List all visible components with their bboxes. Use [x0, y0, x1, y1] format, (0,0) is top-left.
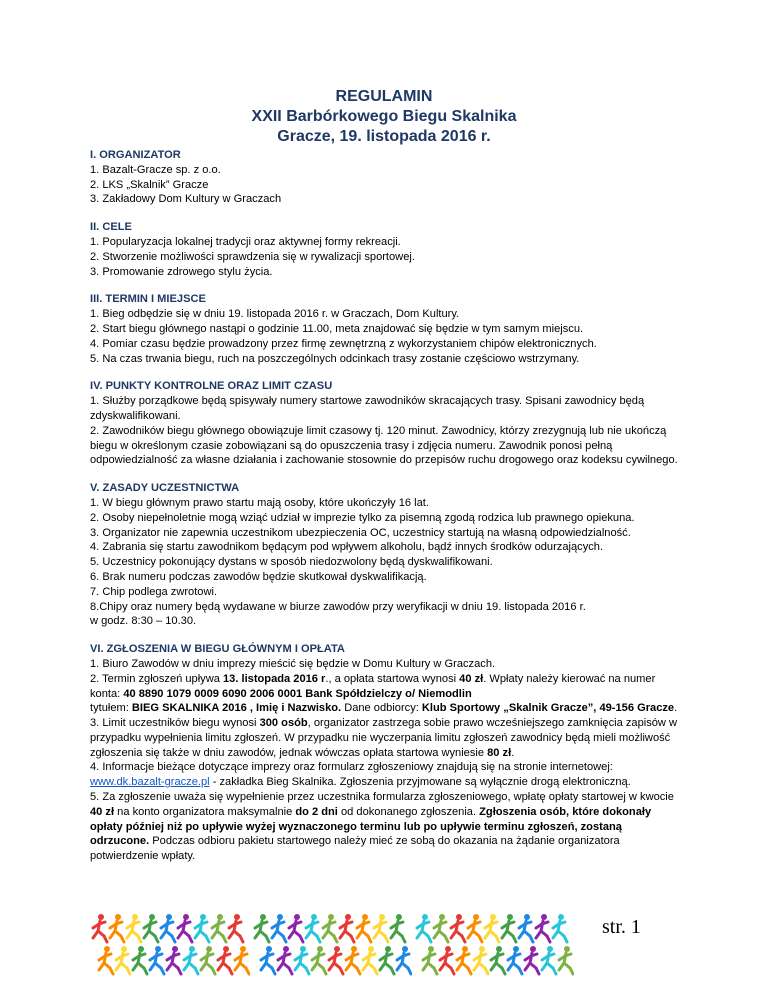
runner-figure: [536, 914, 550, 942]
runner-figure: [340, 914, 354, 942]
section-heading: IV. PUNKTY KONTROLNE ORAZ LIMIT CZASU: [90, 380, 333, 393]
runner-figure: [474, 946, 488, 974]
list-item: 1. Popularyzacja lokalnej tradycji oraz aktywnej formy rekreacji.: [90, 235, 401, 248]
transfer-title: BIEG SKALNIKA 2016 , Imię i Nazwisko.: [131, 702, 342, 715]
runner-figure: [519, 914, 533, 942]
runner-figure: [178, 914, 192, 942]
section-time-place: [90, 292, 682, 366]
runner-figure: [184, 946, 198, 974]
runner-figure: [374, 914, 388, 942]
page-number: str. 1: [602, 916, 641, 938]
runner-figure: [508, 946, 522, 974]
list-item: 7. Chip podlega zwrotowi.: [90, 585, 218, 598]
section-registration: [90, 642, 682, 864]
runner-figure: [451, 914, 465, 942]
section-goals: [90, 220, 682, 279]
runner-figure: [167, 946, 181, 974]
list-item: 2. Stworzenie możliwości sprawdzenia się w rywalizacji sportowej.: [90, 250, 415, 263]
runner-figure: [329, 946, 343, 974]
runner-figure: [485, 914, 499, 942]
text-run: tytułem:: [90, 702, 132, 715]
runner-figure: [229, 914, 243, 942]
runner-figure: [491, 946, 505, 974]
runner-figure: [255, 914, 269, 942]
list-item: 2. LKS „Skalnik” Gracze: [90, 178, 209, 191]
text-run: Podczas odbioru pakietu startowego należy mieć ze sobą do okazania na żądanie organizatora potwierdzenie wpłaty.: [90, 835, 620, 863]
runner-figure: [278, 946, 292, 974]
runners-group-3: [414, 906, 574, 980]
text-run: .: [511, 746, 515, 759]
section-heading: III. TERMIN I MIEJSCE: [90, 293, 206, 306]
runner-figure: [93, 914, 107, 942]
list-item: 2. Start biegu głównego nastąpi o godzinie 11.00, meta znajdować się będzie w tym samym miejscu.: [90, 322, 584, 335]
runner-figure: [380, 946, 394, 974]
text-run: od dokonanego zgłoszenia.: [337, 805, 480, 818]
section-participation: [90, 481, 682, 629]
document-body: [90, 148, 682, 877]
list-item: w godz. 8:30 – 10.30.: [90, 615, 197, 628]
list-item: 1. Bazalt-Gracze sp. z o.o.: [90, 163, 221, 176]
text-run: .: [674, 702, 678, 715]
deadline-date: 13. listopada 2016 r: [222, 672, 326, 685]
runner-figure: [542, 946, 556, 974]
runner-figure: [553, 914, 567, 942]
runner-figure: [312, 946, 326, 974]
runners-group-1: [90, 906, 250, 980]
runner-figure: [502, 914, 516, 942]
runner-figure: [323, 914, 337, 942]
runner-figure: [150, 946, 164, 974]
list-item: 5. Na czas trwania biegu, ruch na poszczególnych odcinkach trasy zostanie częściowo wstrzymany.: [90, 352, 580, 365]
doc-title-date: Gracze, 19. listopada 2016 r.: [277, 128, 491, 145]
section-heading: VI. ZGŁOSZENIA W BIEGU GŁÓWNYM I OPŁATA: [90, 643, 345, 656]
runner-figure: [434, 914, 448, 942]
list-item: 1. W biegu głównym prawo startu mają osoby, które ukończyły 16 lat.: [90, 496, 429, 509]
late-fee: 80 zł: [487, 746, 512, 759]
list-item: 3. Promowanie zdrowego stylu życia.: [90, 265, 273, 278]
doc-title-event: XXII Barbórkowego Biegu Skalnika: [251, 108, 517, 125]
runner-figure: [218, 946, 232, 974]
runner-figure: [440, 946, 454, 974]
list-item: 2. Zawodników biegu głównego obowiązuje limit czasowy tj. 120 minut. Zawodnicy, którzy zrezygnują lub nie ukończą biegu w określonym czasie zobowiązani są do opuszczenia trasy i zdjęcia numeru. Zawodnik ponosi pełną odpowiedzialność za własne działania i zachowanie stosownie do przepisów ruchu drogowego oraz kodeksu cywilnego.: [90, 424, 678, 467]
paragraph-registration-rules: [90, 790, 682, 864]
runner-figure: [212, 914, 226, 942]
list-item: 1. Służby porządkowe będą spisywały numery startowe zawodników skracających trasy. Spisani zawodnicy będą zdyskwalifikowani.: [90, 395, 645, 422]
runner-figure: [289, 914, 303, 942]
runner-figure: [457, 946, 471, 974]
runner-figure: [357, 914, 371, 942]
section-heading: I. ORGANIZATOR: [90, 149, 181, 161]
list-item: 5. Uczestnicy pokonujący dystans w sposób niedozwolony będą dyskwalifikowani.: [90, 556, 493, 569]
paragraph-limit: [90, 716, 682, 760]
runner-figure: [295, 946, 309, 974]
runner-figure: [201, 946, 215, 974]
text-run: ., a opłata startowa wynosi: [325, 672, 460, 685]
text-run: 2. Termin zgłoszeń upływa: [90, 672, 223, 685]
runner-figure: [363, 946, 377, 974]
bank-account: 40 8890 1079 0009 6090 2006 0001 Bank Spółdzielczy o/ Niemodlin: [123, 687, 472, 700]
runner-figure: [144, 914, 158, 942]
doc-title-regulamin: REGULAMIN: [335, 88, 433, 105]
runner-figure: [559, 946, 573, 974]
runner-figure: [99, 946, 113, 974]
runner-figure: [127, 914, 141, 942]
runner-figure: [423, 946, 437, 974]
payment-window: do 2 dni: [295, 805, 338, 818]
runner-figure: [110, 914, 124, 942]
text-run: Dane odbiorcy:: [341, 702, 422, 715]
list-item: 3. Zakładowy Dom Kultury w Graczach: [90, 193, 282, 206]
runner-figure: [525, 946, 539, 974]
section-organizer: [90, 148, 682, 207]
participant-limit: 300 osób: [259, 717, 308, 730]
footer-runners-banner: [72, 906, 692, 980]
paragraph-office: 1. Biuro Zawodów w dniu imprezy mieścić się będzie w Domu Kultury w Graczach.: [90, 657, 496, 670]
list-item: 8.Chipy oraz numery będą wydawane w biurze zawodów przy weryfikacji w dniu 19. listopada 2016 r.: [90, 600, 586, 613]
runner-figure: [417, 914, 431, 942]
list-item: 1. Bieg odbędzie się w dniu 19. listopada 2016 r. w Graczach, Dom Kultury.: [90, 308, 460, 321]
runner-figure: [397, 946, 411, 974]
text-run: 3. Limit uczestników biegu wynosi: [90, 717, 260, 730]
list-item: 6. Brak numeru podczas zawodów będzie skutkował dyskwalifikacją.: [90, 570, 427, 583]
runners-group-2: [252, 906, 412, 980]
text-run: , organizator zastrzega sobie prawo wcześniejszego zamknięcia zapisów w przypadku wypełnienia limitu zgłoszeń. W przypadku nie wyczerpania limitu zgłoszeń zawodnicy będą mieli możliwość zgłoszenia się także w dniu zawodów, jednak wówczas opłata startowa wyniesie: [90, 717, 678, 759]
runner-figure: [272, 914, 286, 942]
fee-amount: 40 zł: [90, 805, 115, 818]
website-link[interactable]: www.dk.bazalt-gracze.pl: [90, 776, 210, 789]
list-item: 4. Zabrania się startu zawodnikom będącym pod wpływem alkoholu, bądź innych środków odurzających.: [90, 541, 604, 554]
runner-figure: [391, 914, 405, 942]
runner-figure: [346, 946, 360, 974]
paragraph-info: [90, 760, 682, 790]
text-run: - zakładka Bieg Skalnika. Zgłoszenia przyjmowane są wyłącznie drogą elektroniczną.: [209, 776, 631, 789]
list-item: 2. Osoby niepełnoletnie mogą wziąć udział w imprezie tylko za pisemną zgodą rodzica lub prawnego opiekuna.: [90, 511, 635, 524]
runner-figure: [468, 914, 482, 942]
section-heading: V. ZASADY UCZESTNICTWA: [90, 482, 240, 495]
runner-figure: [306, 914, 320, 942]
text-run: 4. Informacje bieżące dotyczące imprezy oraz formularz zgłoszeniowy znajdują się na stronie internetowej:: [90, 761, 613, 774]
text-run: na konto organizatora maksymalnie: [114, 805, 296, 818]
recipient: Klub Sportowy „Skalnik Gracze”, 49-156 Gracze: [421, 702, 675, 715]
section-checkpoints: [90, 379, 682, 468]
text-run: . Wpłaty należy kierować na numer konta:: [90, 672, 656, 700]
runner-figure: [161, 914, 175, 942]
runner-figure: [195, 914, 209, 942]
list-item: 4. Pomiar czasu będzie prowadzony przez firmę zewnętrzną z wykorzystaniem chipów elektronicznych.: [90, 337, 597, 350]
runner-figure: [116, 946, 130, 974]
text-run: 5. Za zgłoszenie uważa się wypełnienie przez uczestnika formularza zgłoszeniowego, wpłatę opłaty startowej w kwocie: [90, 791, 674, 804]
runner-figure: [261, 946, 275, 974]
list-item: 3. Organizator nie zapewnia uczestnikom ubezpieczenia OC, uczestnicy startują na własną odpowiedzialność.: [90, 526, 631, 539]
paragraph-deadline: [90, 672, 682, 716]
section-heading: II. CELE: [90, 221, 132, 234]
rejection-rule: Zgłoszenia osób, które dokonały opłaty później niż po upływie wyżej wyznaczonego terminu lub po upływie terminu zgłoszeń, zostaną odrzucone.: [90, 805, 652, 848]
fee-amount: 40 zł: [459, 672, 484, 685]
runner-figure: [133, 946, 147, 974]
runner-figure: [235, 946, 249, 974]
